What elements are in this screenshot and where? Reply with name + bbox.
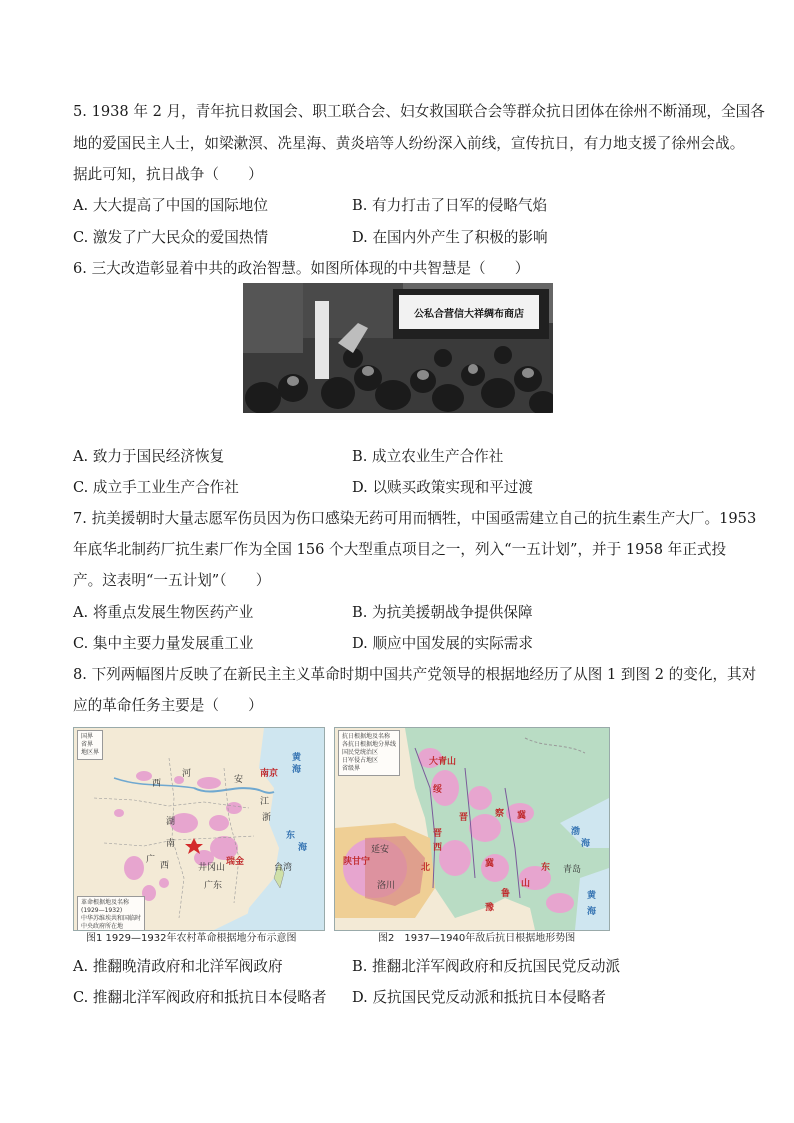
map2-label: 黄 xyxy=(587,891,597,901)
map-1-legend: 国界 省界 地区界 xyxy=(77,730,103,760)
map1-label: 湖 xyxy=(166,817,176,827)
map-1-rural-bases xyxy=(73,727,325,931)
q7-option-c[interactable]: C. 集中主要力量发展重工业 xyxy=(73,635,254,652)
map1-label: 江 xyxy=(260,797,270,807)
q6-stem-line-1: 6. 三大改造彰显着中共的政治智慧。如图所体现的中共智慧是（ ） xyxy=(73,260,530,277)
q6-option-a[interactable]: A. 致力于国民经济恢复 xyxy=(73,448,225,465)
photo-sign-text: 公私合营信大祥绸布商店 xyxy=(414,309,524,320)
map2-label: 大青山 xyxy=(429,757,457,767)
map1-label: 瑞金 xyxy=(226,857,245,867)
map2-label: 海 xyxy=(581,839,591,849)
map1-label: 河 xyxy=(182,769,192,779)
map2-label: 东 xyxy=(541,863,551,873)
q5-option-b[interactable]: B. 有力打击了日军的侵略气焰 xyxy=(352,197,548,214)
q8-stem-line-1: 8. 下列两幅图片反映了在新民主主义革命时期中国共产党领导的根据地经历了从图 1 到图 2 的变化，其对 xyxy=(73,666,757,683)
map2-label: 延安 xyxy=(371,845,390,855)
q8-option-a[interactable]: A. 推翻晚清政府和北洋军阀政府 xyxy=(73,958,283,975)
map2-label: 山 xyxy=(521,879,531,889)
map2-label: 西 xyxy=(433,843,443,853)
map1-label: 浙 xyxy=(262,813,272,823)
q8-stem-line-2: 应的革命任务主要是（ ） xyxy=(73,697,263,714)
q6-photo xyxy=(243,283,553,413)
q7-stem-line-1: 7. 抗美援朝时大量志愿军伤员因为伤口感染无药可用而牺牲，中国亟需建立自己的抗生素生产大厂。1953 xyxy=(73,510,757,527)
map2-label: 海 xyxy=(587,907,597,917)
q7-option-b[interactable]: B. 为抗美援朝战争提供保障 xyxy=(352,604,533,621)
q5-stem-line-2: 地的爱国民主人士，如梁漱溟、冼星海、黄炎培等人纷纷深入前线，宣传抗日，有力地支援了徐州会战。 xyxy=(73,135,745,152)
map1-label: 井冈山 xyxy=(198,863,226,873)
q5-stem-line-3: 据此可知，抗日战争（ ） xyxy=(73,166,263,183)
map-1-caption: 图1 1929—1932年农村革命根据地分布示意图 xyxy=(86,933,297,944)
map2-label: 晋 xyxy=(459,813,469,823)
map1-label: 南 xyxy=(166,839,176,849)
map2-label: 豫 xyxy=(485,903,495,913)
q7-stem-line-3: 产。这表明“一五计划”（ ） xyxy=(73,572,271,589)
q5-stem-line-1: 5. 1938 年 2 月，青年抗日救国会、职工联合会、妇女救国联合会等群众抗日团体在徐州不断涌现，全国各 xyxy=(73,103,765,120)
q8-option-c[interactable]: C. 推翻北洋军阀政府和抵抗日本侵略者 xyxy=(73,989,327,1006)
map1-label: 广 xyxy=(146,855,156,865)
q5-option-c[interactable]: C. 激发了广大民众的爱国热情 xyxy=(73,229,269,246)
map1-label: 东 xyxy=(286,831,296,841)
q6-option-b[interactable]: B. 成立农业生产合作社 xyxy=(352,448,504,465)
map-1-legend-bottom: 革命根据地及名称 (1929—1932) 中华苏维埃共和国临时 中央政府所在地 xyxy=(77,896,145,931)
q7-stem-line-2: 年底华北制药厂抗生素厂作为全国 156 个大型重点项目之一，列入“一五计划”，并于 1958 年正式投 xyxy=(73,541,727,558)
map1-label: 安 xyxy=(234,775,244,785)
map-2-caption: 图2 1937—1940年敌后抗日根据地形势图 xyxy=(378,933,576,944)
crowd-photo-illustration xyxy=(243,283,553,413)
map1-label: 西 xyxy=(152,779,162,789)
q6-option-c[interactable]: C. 成立手工业生产合作社 xyxy=(73,479,239,496)
q8-option-d[interactable]: D. 反抗国民党反动派和抵抗日本侵略者 xyxy=(352,989,606,1006)
map1-label: 西 xyxy=(160,861,170,871)
map2-label: 晋 xyxy=(433,829,443,839)
map2-label: 鲁 xyxy=(501,889,511,899)
q5-option-a[interactable]: A. 大大提高了中国的国际地位 xyxy=(73,197,268,214)
map-2-anti-japanese-bases xyxy=(334,727,610,931)
q7-option-a[interactable]: A. 将重点发展生物医药产业 xyxy=(73,604,254,621)
map2-label: 青岛 xyxy=(563,865,582,875)
map1-label: 广东 xyxy=(204,881,223,891)
map1-label: 海 xyxy=(292,765,302,775)
map2-label: 冀 xyxy=(485,859,495,869)
map1-label: 南京 xyxy=(260,769,279,779)
map1-label: 海 xyxy=(298,843,308,853)
map1-label: 台湾 xyxy=(274,863,293,873)
q6-option-d[interactable]: D. 以赎买政策实现和平过渡 xyxy=(352,479,533,496)
map-2-legend: 抗日根据地及名称 各抗日根据地分界线 国民党统治区 日军侵占地区 省级界 xyxy=(338,730,400,776)
map2-label: 陕甘宁 xyxy=(343,857,371,867)
map2-label: 渤 xyxy=(571,827,581,837)
map2-label: 北 xyxy=(421,863,431,873)
q5-option-d[interactable]: D. 在国内外产生了积极的影响 xyxy=(352,229,548,246)
q7-option-d[interactable]: D. 顺应中国发展的实际需求 xyxy=(352,635,533,652)
map2-label: 绥 xyxy=(433,785,443,795)
map1-label: 黄 xyxy=(292,753,302,763)
map2-label: 洛川 xyxy=(377,881,396,891)
q8-option-b[interactable]: B. 推翻北洋军阀政府和反抗国民党反动派 xyxy=(352,958,621,975)
map2-label: 察 xyxy=(495,809,505,819)
map2-label: 冀 xyxy=(517,811,527,821)
